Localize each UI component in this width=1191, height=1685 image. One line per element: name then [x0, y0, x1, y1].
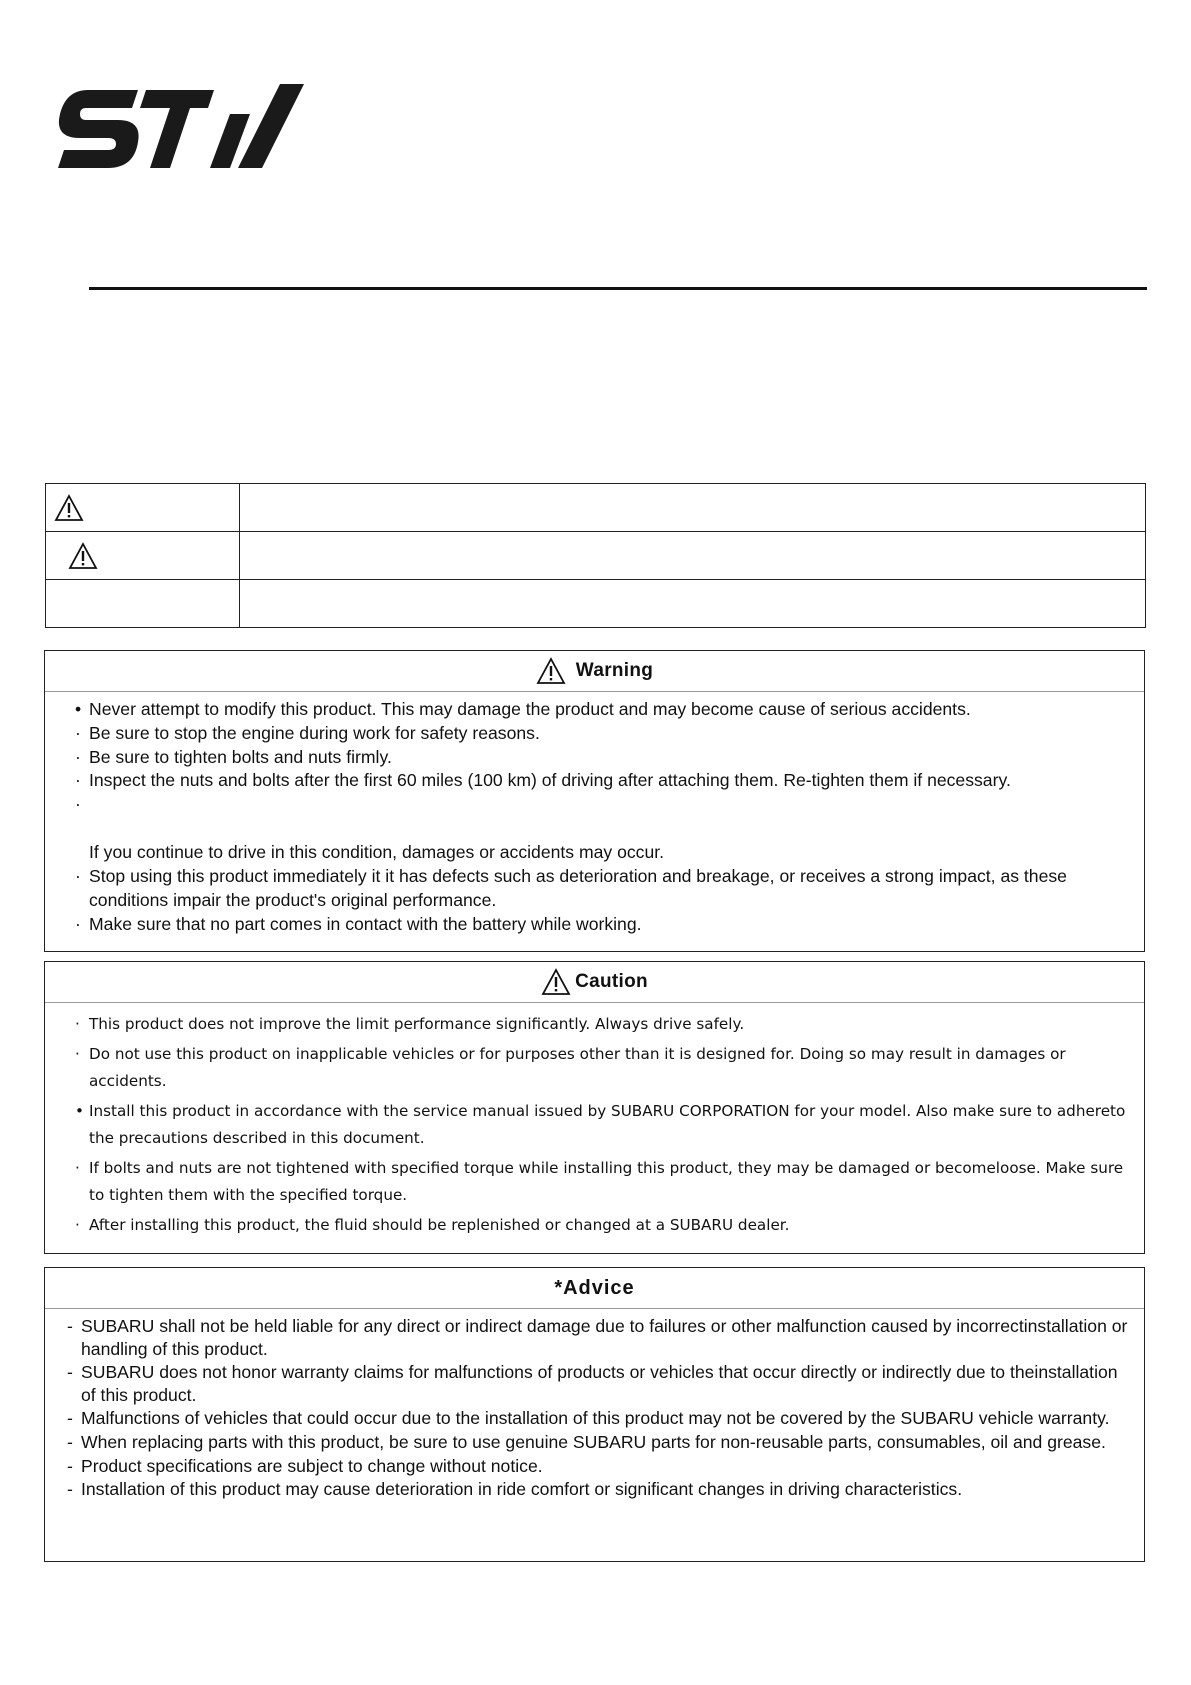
- list-item: If you continue to drive in this condition, damages or accidents may occur.: [89, 842, 665, 863]
- legend-symbol-cell: [46, 580, 240, 628]
- legend-description-cell: [240, 580, 1146, 628]
- caution-title: Caution: [575, 971, 648, 992]
- list-item: · Be sure to stop the engine during work for safety reasons.: [75, 722, 540, 743]
- list-item: - Malfunctions of vehicles that could occur due to the installation of this product may not be covered by the SUBARU vehicle warranty.: [67, 1408, 1110, 1429]
- list-item: · Do not use this product on inapplicable vehicles or for purposes other than it is designed for. Doing so may result in damages or accidents.: [75, 1045, 1066, 1090]
- warning-list: [45, 692, 1144, 936]
- list-item: - SUBARU does not honor warranty claims for malfunctions of products or vehicles that occur directly or indirectly due to theinstallation of this product.: [67, 1362, 1118, 1405]
- sti-logo: [58, 78, 308, 174]
- warning-title: Warning: [575, 660, 654, 681]
- list-item: · Make sure that no part comes in contact with the battery while working.: [75, 913, 642, 934]
- advice-box: [44, 1267, 1145, 1562]
- list-item: · Be sure to tighten bolts and nuts firmly.: [75, 746, 392, 767]
- caution-list: [45, 1003, 1144, 1239]
- warning-triangle-icon: [54, 494, 84, 522]
- list-item: - Installation of this product may cause deterioration in ride comfort or significant changes in driving characteristics.: [67, 1479, 963, 1500]
- legend-symbol-cell: [46, 532, 240, 580]
- legend-row-advice: [46, 580, 1146, 628]
- list-item: - SUBARU shall not be held liable for any direct or indirect damage due to failures or other malfunction caused by incorrectinstallation or handling of this product.: [67, 1316, 1128, 1359]
- legend-symbol-cell: [46, 484, 240, 532]
- list-item: · If bolts and nuts are not tightened with specified torque while installing this product, they may be damaged or becomeloose. Make sure to tighten them with the specified torque.: [75, 1159, 1124, 1204]
- list-item: - Product specifications are subject to change without notice.: [67, 1455, 543, 1476]
- advice-header: [45, 1268, 1144, 1309]
- list-item: · After installing this product, the fluid should be replenished or changed at a SUBARU dealer.: [75, 1216, 790, 1234]
- warning-triangle-icon: [536, 657, 566, 685]
- legend-description-cell: [240, 532, 1146, 580]
- advice-list: [45, 1309, 1144, 1501]
- symbol-legend-table: [45, 483, 1146, 628]
- advice-title: *Advice: [554, 1276, 635, 1299]
- header-divider: [89, 287, 1147, 290]
- list-item: · This product does not improve the limit performance significantly. Always drive safely.: [75, 1015, 745, 1033]
- warning-triangle-icon: [68, 542, 98, 570]
- caution-header: [45, 962, 1144, 1003]
- list-item: • Never attempt to modify this product. This may damage the product and may become cause of serious accidents.: [75, 699, 971, 719]
- list-item: · Inspect the nuts and bolts after the first 60 miles (100 km) of driving after attaching them. Re-tighten them if necessary.: [75, 770, 1011, 791]
- warning-triangle-icon: [541, 968, 571, 996]
- legend-description-cell: [240, 484, 1146, 532]
- list-item: · Stop using this product immediately it it has defects such as deterioration and breakage, or receives a strong impact, as these conditions impair the product's original performance.: [75, 865, 1067, 910]
- legend-row-warning: [46, 484, 1146, 532]
- list-item: ·: [75, 794, 81, 815]
- warning-header: [45, 651, 1144, 692]
- list-item: • Install this product in accordance with the service manual issued by SUBARU CORPORATION for your model. Also make sure to adhereto the precautions described in this document.: [75, 1102, 1126, 1147]
- list-item: - When replacing parts with this product, be sure to use genuine SUBARU parts for non-reusable parts, consumables, oil and grease.: [67, 1431, 1106, 1452]
- caution-box: [44, 961, 1145, 1254]
- legend-row-caution: [46, 532, 1146, 580]
- warning-box: [44, 650, 1145, 952]
